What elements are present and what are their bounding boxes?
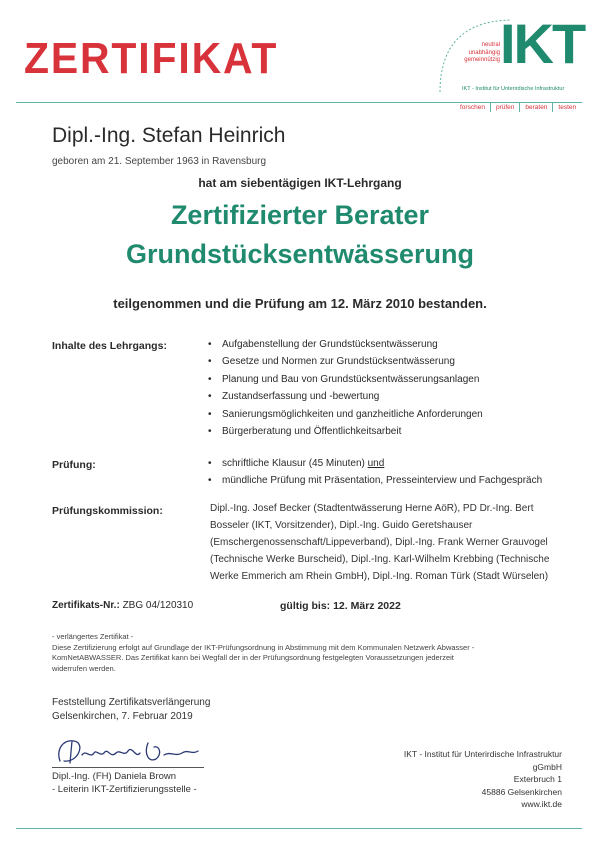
- recipient-name: Dipl.-Ing. Stefan Heinrich: [52, 124, 286, 147]
- list-item: • Aufgabenstellung der Grundstücksentwässerung: [208, 336, 483, 353]
- signatory: Dipl.-Ing. (FH) Daniela Brown - Leiterin IKT-Zertifizierungsstelle -: [52, 771, 197, 795]
- list-item: • Sanierungsmöglichkeiten und ganzheitliche Anforderungen: [208, 406, 483, 423]
- certificate-validity: gültig bis: 12. März 2022: [280, 600, 401, 612]
- course-intro: hat am siebentägigen IKT-Lehrgang: [198, 176, 402, 190]
- certificate-title: ZERTIFIKAT: [24, 34, 279, 83]
- pillar-forschen: forschen: [460, 104, 485, 111]
- list-item: • Planung und Bau von Grundstücksentwässerungsanlagen: [208, 371, 483, 388]
- commission-label: Prüfungskommission:: [52, 505, 163, 517]
- institute-address: IKT - Institut für Unterirdische Infrastruktur gGmbH Exterbruch 1 45886 Gelsenkirchen www.ikt.de: [403, 749, 562, 809]
- extension-statement: Feststellung Zertifikatsverlängerung Gelsenkirchen, 7. Februar 2019: [52, 697, 211, 722]
- contents-list: [208, 336, 483, 440]
- logo-pillars: [460, 103, 581, 112]
- pillar-pruefen: prüfen: [490, 103, 519, 112]
- exam-list: [208, 455, 542, 490]
- logo-wordmark: IKT: [500, 12, 585, 75]
- list-item: • mündliche Prüfung mit Präsentation, Presseinterview und Fachgespräch: [208, 472, 542, 489]
- footnote: - verlängertes Zertifikat - Diese Zertifizierung erfolgt auf Grundlage der IKT-Prüfungsordnung in Abstimmung mit dem Kommunalen Netzwerk Abwasser - KomNetABWASSER. Das Zertifikat kann bei Wegfall der in der Prüfungsordnung festgelegten Voraussetzungen jederzeit widerrufen werden.: [52, 632, 475, 673]
- signature-line: [52, 767, 204, 768]
- course-result: teilgenommen und die Prüfung am 12. März 2010 bestanden.: [113, 296, 487, 311]
- list-item: • Gesetze und Normen zur Grundstücksentwässerung: [208, 353, 483, 370]
- certificate-number: Zertifikats-Nr.: ZBG 04/120310: [52, 600, 194, 611]
- exam-label: Prüfung:: [52, 459, 96, 471]
- signature-icon: [52, 733, 202, 767]
- contents-label: Inhalte des Lehrgangs:: [52, 340, 167, 352]
- pillar-beraten: beraten: [519, 103, 552, 112]
- logo-tagline: neutral unabhängig gemeinnützig: [464, 42, 500, 63]
- footer-rule: [16, 828, 582, 829]
- recipient-birth: geboren am 21. September 1963 in Ravensburg: [52, 156, 267, 167]
- commission-text: Dipl.-Ing. Josef Becker (Stadtentwässerung Herne AöR), PD Dr.-Ing. Bert Bosseler (IKT, Vorsitzender), Dipl.-Ing. Guido Geretshauser (Emschergenossenschaft/Lippeverband), Dipl.-Ing. Frank Werner Grauvogel (Technische Werke Burscheid), Dipl.-Ing. Karl-Wilhelm Krebbing (Technische Werke Emmerich am Rhein GmbH), Dipl.-Ing. Roman Türk (Stadt Würselen): [210, 503, 550, 582]
- list-item: • schriftliche Klausur (45 Minuten) und: [208, 455, 542, 472]
- course-title-line1: Zertifizierter Berater: [170, 200, 430, 230]
- list-item: • Zustandserfassung und -bewertung: [208, 388, 483, 405]
- list-item: • Bürgerberatung und Öffentlichkeitsarbeit: [208, 423, 483, 440]
- logo-subtitle: IKT - Institut für Unterirdische Infrastruktur: [462, 86, 565, 92]
- pillar-testen: testen: [552, 103, 581, 112]
- course-title-line2: Grundstücksentwässerung: [125, 239, 475, 269]
